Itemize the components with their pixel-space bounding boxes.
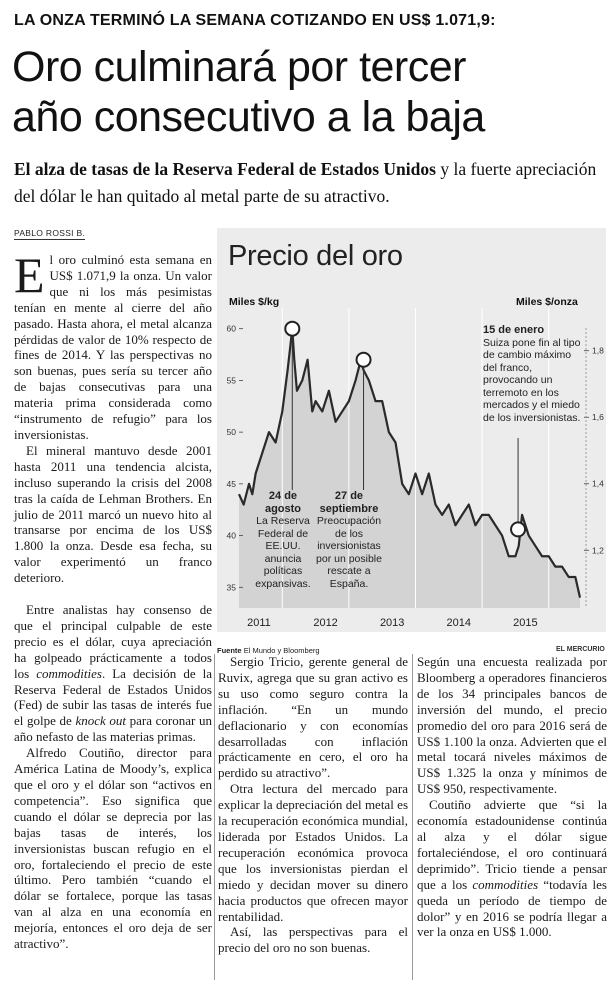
- p9b: “todavía les queda un período de tiempo de dolor” y en 2016 se podría llegar a ver la onza en US$ 1.000.: [417, 876, 607, 940]
- headline-line-2: año consecutivo a la baja: [12, 93, 485, 141]
- paragraph-4: Alfredo Coutiño, director para América Latina de Moody’s, explica que el oro y el dólar son “activos en competencia”. Eso significa que cuando el dólar se deprecia por las bajas tasas de interés, los inversionistas buscan refugio en el oro, fortaleciendo el precio de este último. Pero también “cuando el dólar se fortalece, porque las tasas van al alza en una economía en mejoría, entonces el oro deja de ser atractivo”.: [14, 745, 212, 952]
- left-tick-label: 45: [226, 478, 236, 489]
- deck: [14, 156, 604, 210]
- annotation-2012-date: 27 de septiembre: [319, 490, 379, 515]
- annotation-2015-text: Suiza pone fin al tipo de cambio máximo del franco, provocando un terremoto en los mercados y el miedo de los inversionistas.: [483, 336, 581, 424]
- drop-cap: E: [14, 247, 45, 303]
- p3-commodities: commodities: [36, 665, 102, 681]
- annotation-2015-date: 15 de enero: [483, 324, 545, 336]
- left-tick-label: 50: [226, 427, 236, 438]
- column-divider: [412, 654, 413, 980]
- paragraph-5: Sergio Tricio, gerente general de Ruvix, agrega que su gran activo es su uso como seguro contra la inflación. “En un mundo deflacionario y con economías desarrolladas con inflación prácticamente en cero, el oro ha perdido su atractivo”.: [218, 654, 408, 781]
- annotation-2012-text: Preocupación de los inversionistas por un posible rescate a España.: [316, 515, 382, 590]
- deck-bold: El alza de tasas de la Reserva Federal de Estados Unidos: [14, 159, 436, 179]
- left-axis-label: Miles $/kg: [229, 296, 280, 308]
- paragraph-8: Según una encuesta realizada por Bloomberg a operadores financieros de los 34 principales bancos de inversión del mundo, el precio promedio del oro para 2016 será de US$ 1.100 la onza. Advierten que el metal tocará niveles máximos de US$ 1.325 la onza y mínimos de US$ 950, respectivamente.: [417, 654, 607, 797]
- p3c: para coronar un año nefasto de las materias primas.: [14, 713, 212, 745]
- left-tick-label: 55: [226, 375, 236, 386]
- x-tick-label: 2014: [446, 617, 472, 629]
- deck-rest: y la fuerte apreciación del dólar le han quitado al metal parte de su atractivo.: [14, 159, 597, 206]
- left-tick-label: 40: [226, 530, 236, 541]
- kicker: LA ONZA TERMINÓ LA SEMANA COTIZANDO EN US$ 1.071,9:: [14, 12, 496, 29]
- right-tick-label: 1,8: [592, 345, 604, 356]
- chart-source: [217, 646, 320, 655]
- annotation-2011: [253, 490, 313, 590]
- annotation-2011-date: 24 de agosto: [264, 490, 302, 515]
- annotation-marker: [511, 522, 525, 536]
- right-tick-label: 1,6: [592, 412, 604, 423]
- p9a: Coutiño advierte que “si la economía estadounidense continúa al alza y el dólar sigue fortaleciéndose, el oro continuará deprimido”. Tricio tiende a pensar que a los: [417, 797, 607, 892]
- annotation-2015: [483, 324, 581, 424]
- x-tick-label: 2012: [313, 617, 338, 629]
- annotation-marker: [357, 353, 371, 367]
- article-column-2: [218, 654, 408, 956]
- article-column-1-cont: [14, 602, 212, 952]
- left-tick-label: 60: [226, 323, 236, 334]
- p9-commodities: commodities: [472, 876, 539, 892]
- x-tick-label: 2015: [513, 617, 538, 629]
- headline-line-1: Oro culminará por tercer: [12, 43, 466, 91]
- paragraph-7: Así, las perspectivas para el precio del oro no son buenas.: [218, 924, 408, 956]
- paragraph-3: [14, 602, 212, 745]
- annotation-2012: [313, 490, 385, 590]
- article-column-3: [417, 654, 607, 940]
- annotation-marker: [285, 322, 299, 336]
- p3b: . La decisión de la Reserva Federal de Estados Unidos (Fed) de subir las tasas de interés fue el golpe de: [14, 665, 213, 729]
- x-tick-label: 2013: [379, 617, 405, 629]
- paragraph-6: Otra lectura del mercado para explicar la depreciación del metal es la recuperación económica mundial, liderada por Estados Unidos. La recuperación económica provoca que los inversionistas pierdan el miedo y decidan mover su dinero hacia productos que ofrecen mayor rentabilidad.: [218, 781, 408, 924]
- gold-price-chart: [217, 228, 606, 632]
- paragraph-2: El mineral mantuvo desde 2001 hasta 2011 una tendencia alcista, incluso superando la crisis del 2008 tras la caída de Lehman Brothers. En julio de 2011 marcó un nuevo hito al transarse por encima de los US$ 1.800 la onza. Desde esa fecha, su valor experimentó un franco deterioro.: [14, 442, 212, 586]
- right-tick-label: 1,2: [592, 545, 604, 556]
- paragraph-1-text: l oro culminó esta semana en US$ 1.071,9 la onza. Un valor que ni los más pesimistas tenían en mente al cierre del año pasado. Hasta ahora, el metal alcanza pérdidas de valor de 10% respecto de fines de 2014. Y las perspectivas no son buenas, pues sería su tercer año de bajas consecutivas para una materia prima considerada como “instrumento de refugio” para los inversionistas.: [14, 252, 212, 442]
- brand-label: EL MERCURIO: [556, 646, 605, 653]
- right-tick-label: 1,4: [592, 478, 604, 489]
- byline: PABLO ROSSI B.: [14, 228, 86, 238]
- article-column-1: [14, 247, 212, 586]
- x-tick-label: 2011: [247, 617, 271, 629]
- right-axis-label: Miles $/onza: [516, 296, 578, 308]
- source-label: Fuente: [217, 646, 242, 655]
- p3a: Entre analistas hay consenso de que el principal culpable de este precio es el dólar, cuya apreciación ha golpeado prácticamente a todos los: [14, 602, 212, 681]
- annotation-2011-text: La Reserva Federal de EE.UU. anuncia políticas expansivas.: [255, 515, 311, 590]
- paragraph-1: [14, 247, 212, 443]
- headline: [12, 42, 608, 142]
- p3-knockout: knock out: [75, 713, 127, 729]
- column-divider: [214, 654, 215, 980]
- chart-title: Precio del oro: [228, 240, 403, 272]
- left-tick-label: 35: [226, 582, 236, 593]
- source-text: El Mundo y Bloomberg: [243, 646, 320, 655]
- paragraph-9: [417, 797, 607, 940]
